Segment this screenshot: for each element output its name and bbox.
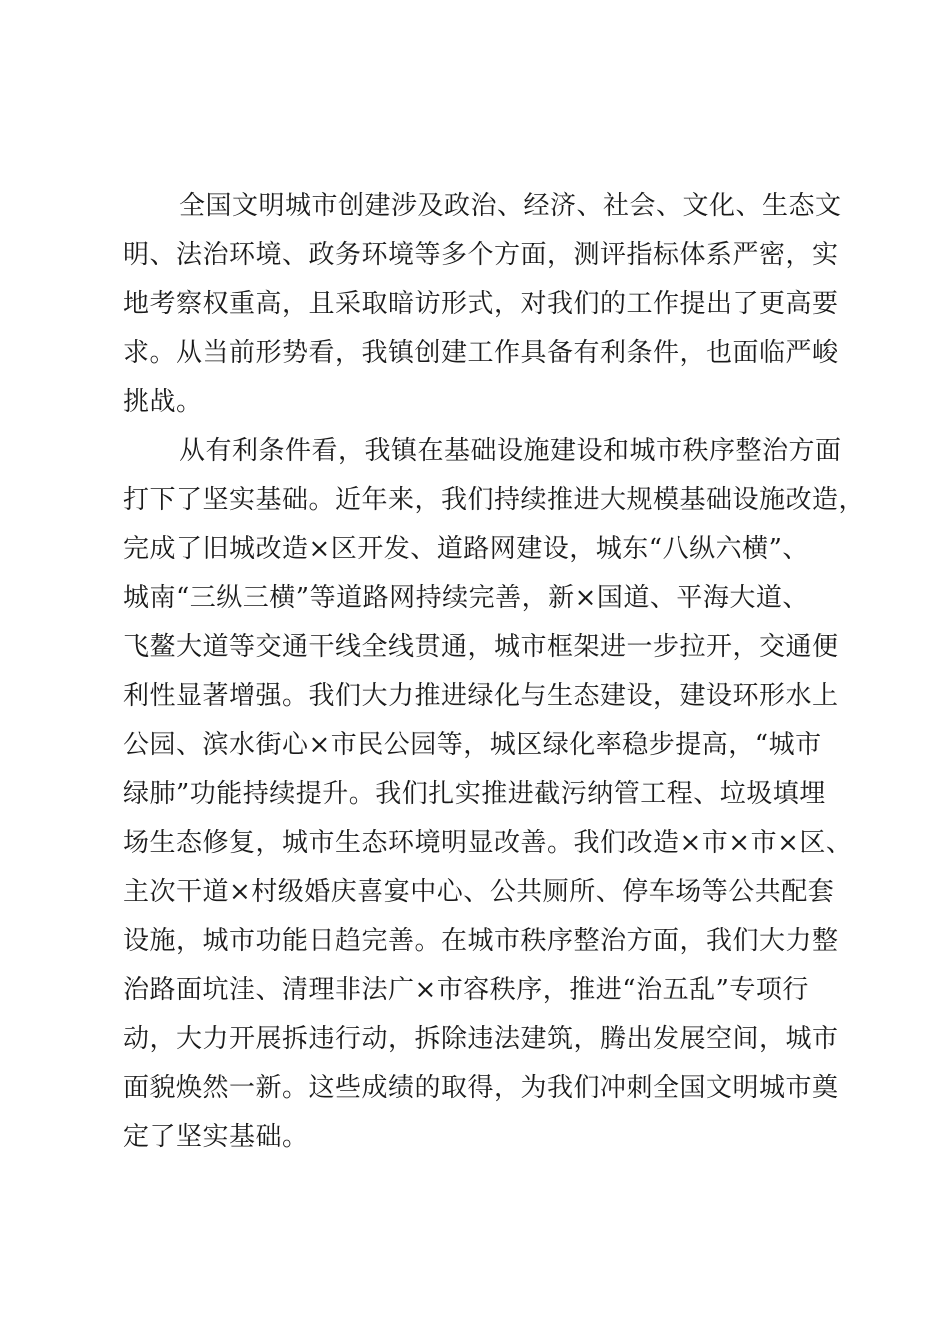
text-line: 明、法治环境、政务环境等多个方面，测评指标体系严密，实 xyxy=(123,240,839,270)
document-body xyxy=(123,182,866,1162)
text-line: 挑战。 xyxy=(123,387,203,417)
text-line: 设施，城市功能日趋完善。在城市秩序整治方面，我们大力整 xyxy=(123,926,839,956)
text-line: 飞鳌大道等交通干线全线贯通，城市框架进一步拉开，交通便 xyxy=(123,632,839,662)
text-line: 全国文明城市创建涉及政治、经济、社会、文化、生态文 xyxy=(179,191,842,221)
text-line: 绿肺”功能持续提升。我们扎实推进截污纳管工程、垃圾填埋 xyxy=(123,779,826,809)
text-line: 治路面坑洼、清理非法广×市容秩序，推进“治五乱”专项行 xyxy=(123,975,809,1005)
text-line: 场生态修复，城市生态环境明显改善。我们改造×市×市×区、 xyxy=(123,828,853,858)
text-line: 公园、滨水街心×市民公园等，城区绿化率稳步提高，“城市 xyxy=(123,730,822,760)
text-line: 打下了坚实基础。近年来，我们持续推进大规模基础设施改造， xyxy=(123,485,866,515)
text-line: 城南“三纵三横”等道路网持续完善，新×国道、平海大道、 xyxy=(123,583,809,613)
text-line: 动，大力开展拆违行动，拆除违法建筑，腾出发展空间，城市 xyxy=(123,1024,839,1054)
paragraph xyxy=(123,182,842,427)
text-line: 面貌焕然一新。这些成绩的取得，为我们冲刺全国文明城市奠 xyxy=(123,1073,839,1103)
paragraph xyxy=(123,427,866,1162)
text-line: 从有利条件看，我镇在基础设施建设和城市秩序整治方面 xyxy=(179,436,842,466)
text-line: 地考察权重高，且采取暗访形式，对我们的工作提出了更高要 xyxy=(123,289,839,319)
text-line: 主次干道×村级婚庆喜宴中心、公共厕所、停车场等公共配套 xyxy=(123,877,835,907)
text-line: 求。从当前形势看，我镇创建工作具备有利条件，也面临严峻 xyxy=(123,338,839,368)
text-line: 定了坚实基础。 xyxy=(123,1122,309,1152)
text-line: 完成了旧城改造×区开发、道路网建设，城东“八纵六横”、 xyxy=(123,534,809,564)
text-line: 利性显著增强。我们大力推进绿化与生态建设，建设环形水上 xyxy=(123,681,839,711)
